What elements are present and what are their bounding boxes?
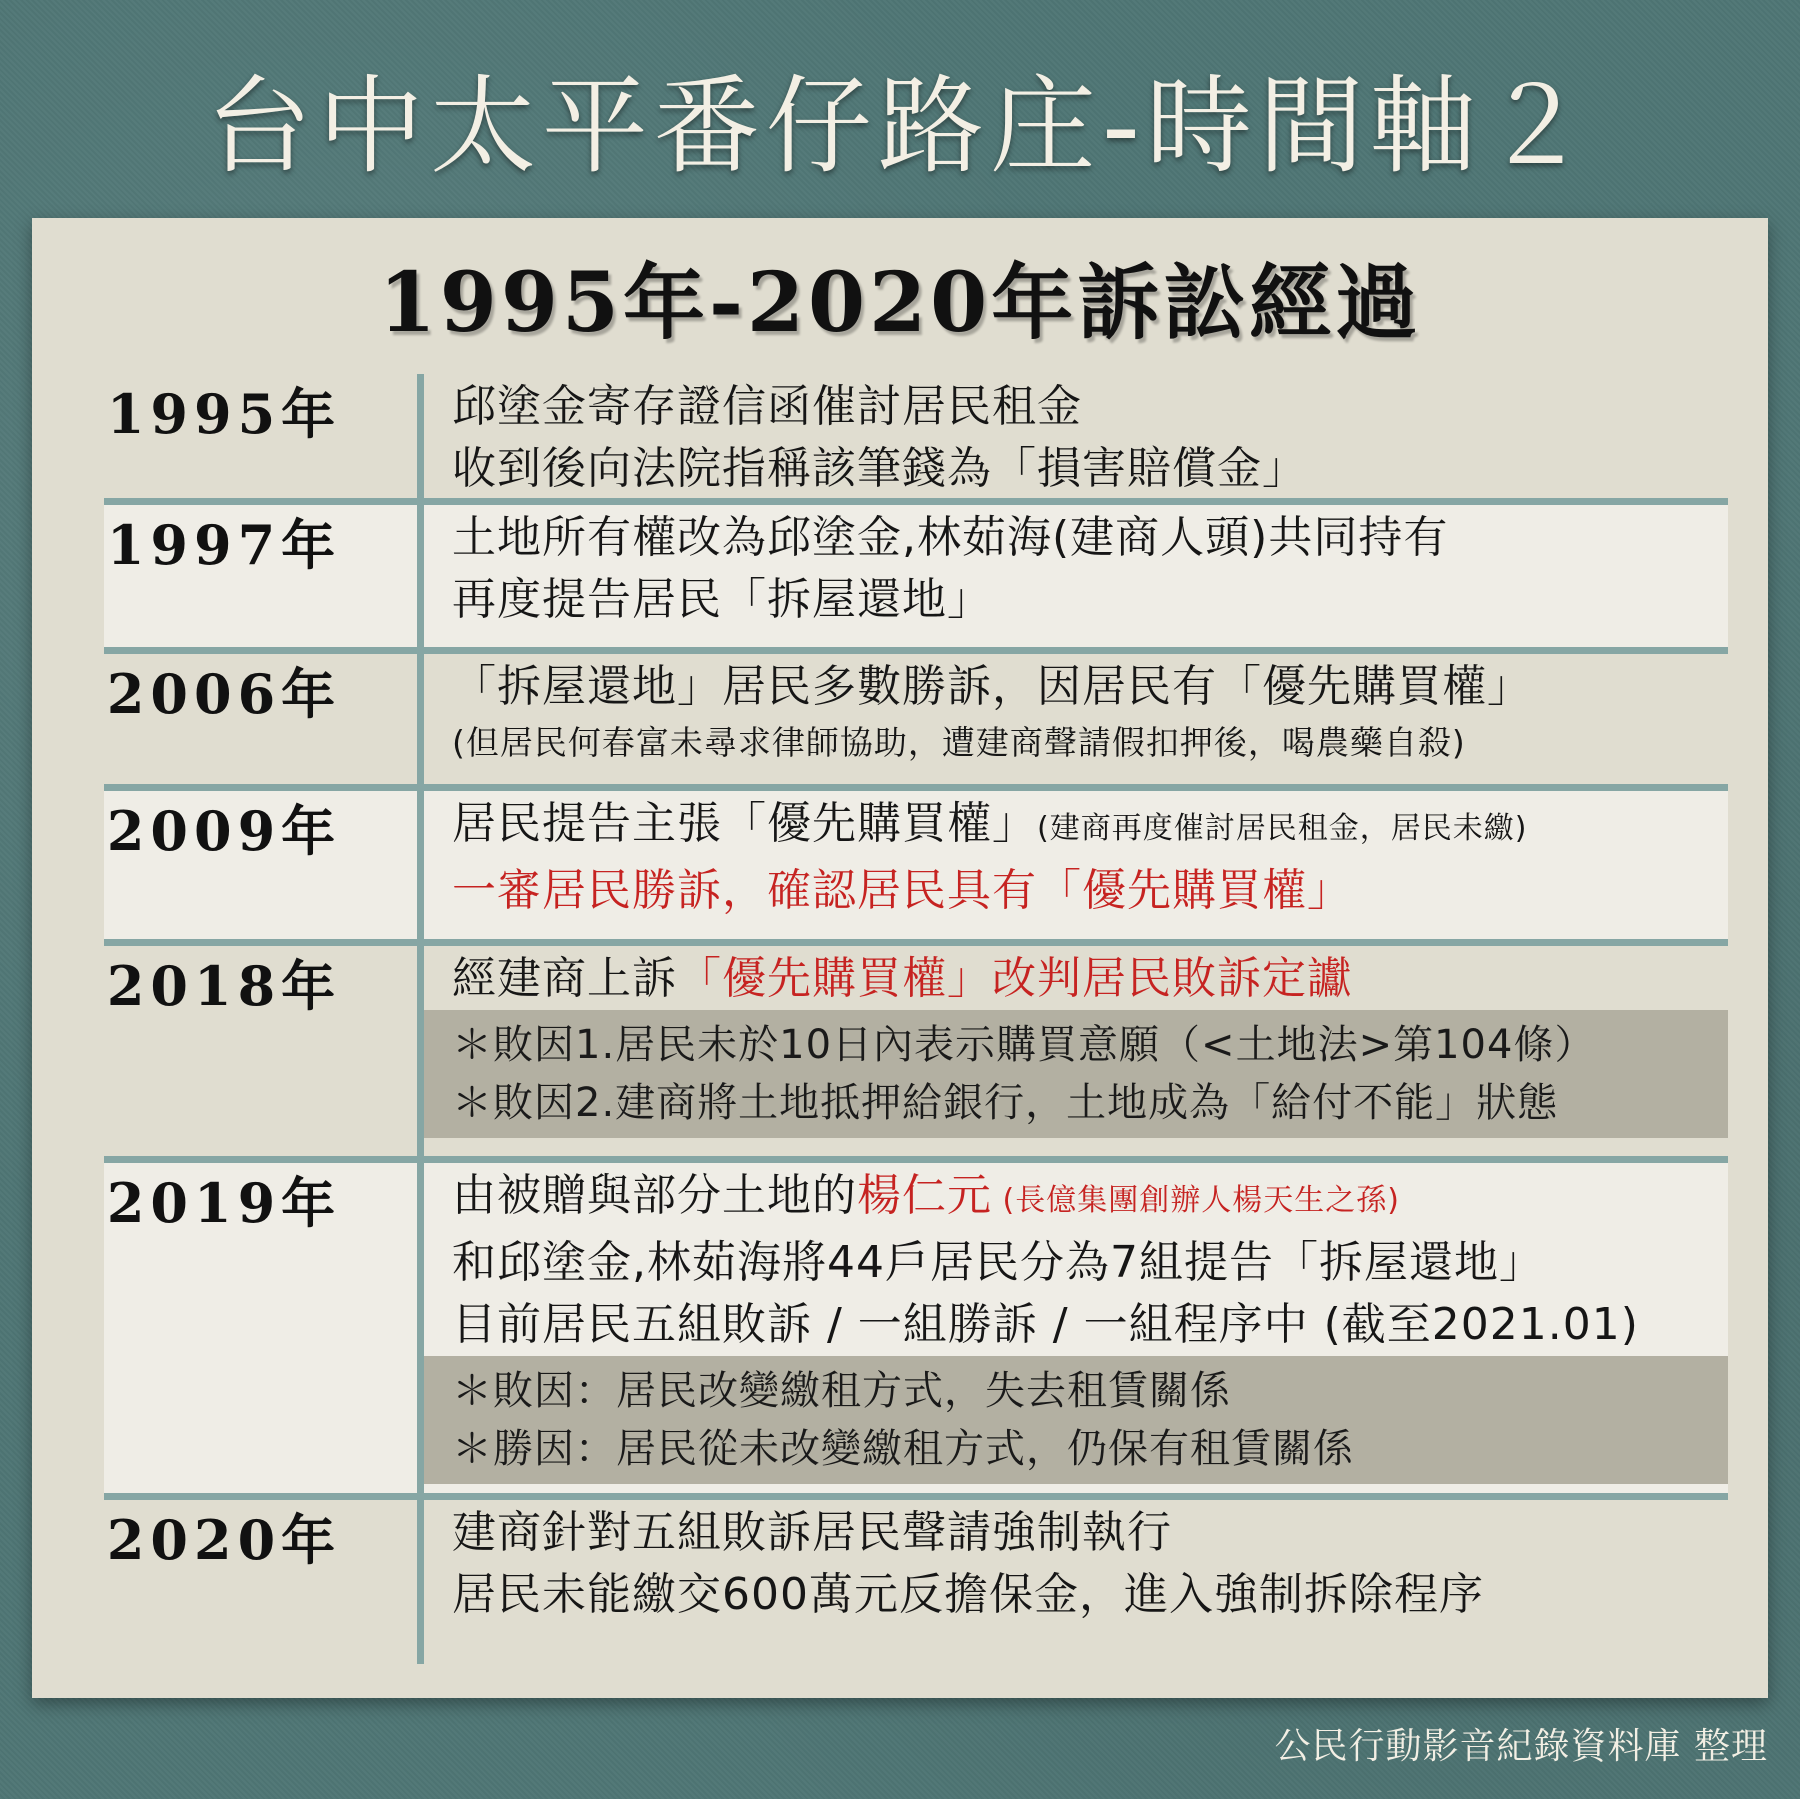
year-label: 2020年 [106,1508,342,1572]
reason-note-text: ＊勝因：居民從未改變繳租方式，仍保有租賃關係 [452,1426,1354,1472]
year-label: 1995年 [106,382,342,446]
reason-note-box [424,1356,1728,1484]
entry-text: 目前居民五組敗訴 / 一組勝訴 / 一組程序中 (截至2021.01) [452,1299,1639,1350]
entry-text-main: 居民提告主張「優先購買權」 [452,798,1037,849]
entry-content [452,1500,1728,1626]
timeline-row-2020 [104,1500,1728,1664]
row-divider [104,939,1728,946]
reason-note-text: ＊敗因2.建商將土地抵押給銀行，土地成為「給付不能」狀態 [452,1080,1559,1126]
timeline-panel [32,218,1768,1698]
entry-text-highlight: 一審居民勝訴，確認居民具有「優先購買權」 [452,865,1352,916]
reason-note-text: ＊敗因：居民改變繳租方式，失去租賃關係 [452,1368,1231,1414]
entry-text: 再度提告居民「拆屋還地」 [452,574,992,625]
row-divider [104,1156,1728,1163]
timeline-vertical-line [417,791,424,939]
row-divider [104,1493,1728,1500]
year-label: 2009年 [106,799,342,863]
entry-text: 土地所有權改為邱塗金,林茹海(建商人頭)共同持有 [452,512,1449,563]
timeline-row-2018 [104,946,1728,1156]
entry-content [452,374,1728,500]
entry-text: 和邱塗金,林茹海將44戶居民分為7組提告「拆屋還地」 [452,1237,1544,1288]
source-credit: 公民行動影音紀錄資料庫 整理 [1274,1726,1768,1767]
row-divider [104,784,1728,791]
entry-text-highlight: 楊仁元 [857,1170,992,1221]
entry-text-main: 經建商上訴 [452,953,677,1004]
year-label: 1997年 [106,513,342,577]
entry-text-main: 由被贈與部分土地的 [452,1170,857,1221]
entry-content [452,946,1728,1010]
year-label: 2006年 [106,662,342,726]
year-label: 2018年 [106,954,342,1018]
reason-note-text: ＊敗因1.居民未於10日內表示購買意願（<土地法>第104條） [452,1022,1596,1068]
entry-text [452,860,1728,922]
timeline-vertical-line [417,505,424,647]
timeline-subtitle: 1995年-2020年訴訟經過 [378,255,1422,351]
row-divider [104,647,1728,654]
timeline [104,374,1728,1664]
year-label: 2019年 [106,1171,342,1235]
timeline-row-2019 [104,1163,1728,1493]
entry-note-text: (但居民何春富未尋求律師協助，遭建商聲請假扣押後，喝農藥自殺) [452,723,1466,762]
timeline-row-1997 [104,505,1728,647]
entry-text [452,1165,1728,1232]
entry-text: 建商針對五組敗訴居民聲請強制執行 [452,1507,1172,1558]
timeline-row-2006 [104,654,1728,784]
timeline-vertical-line [417,1500,424,1664]
entry-content [452,1163,1728,1356]
entry-content [452,505,1728,631]
entry-content [452,654,1728,768]
timeline-vertical-line [417,946,424,1156]
entry-content [452,791,1728,922]
timeline-vertical-line [417,654,424,784]
entry-text [452,793,1728,860]
timeline-row-1995 [104,374,1728,498]
timeline-vertical-line [417,1163,424,1493]
entry-text: 收到後向法院指稱該筆錢為「損害賠償金」 [452,443,1307,494]
entry-text-aside: (建商再度催討居民租金，居民未繳) [1037,811,1528,846]
timeline-row-2009 [104,791,1728,939]
entry-text: 邱塗金寄存證信函催討居民租金 [452,381,1082,432]
reason-note-box [424,1010,1728,1138]
entry-text [452,948,1728,1010]
entry-text: 「拆屋還地」居民多數勝訴，因居民有「優先購買權」 [452,661,1532,712]
entry-text-highlight-aside: (長億集團創辦人楊天生之孫) [992,1183,1400,1218]
entry-text: 居民未能繳交600萬元反擔保金，進入強制拆除程序 [452,1569,1484,1620]
timeline-vertical-line [417,374,424,498]
page-title: 台中太平番仔路庄-時間軸２ [205,65,1595,188]
entry-text-highlight: 「優先購買權」改判居民敗訴定讞 [677,953,1352,1004]
